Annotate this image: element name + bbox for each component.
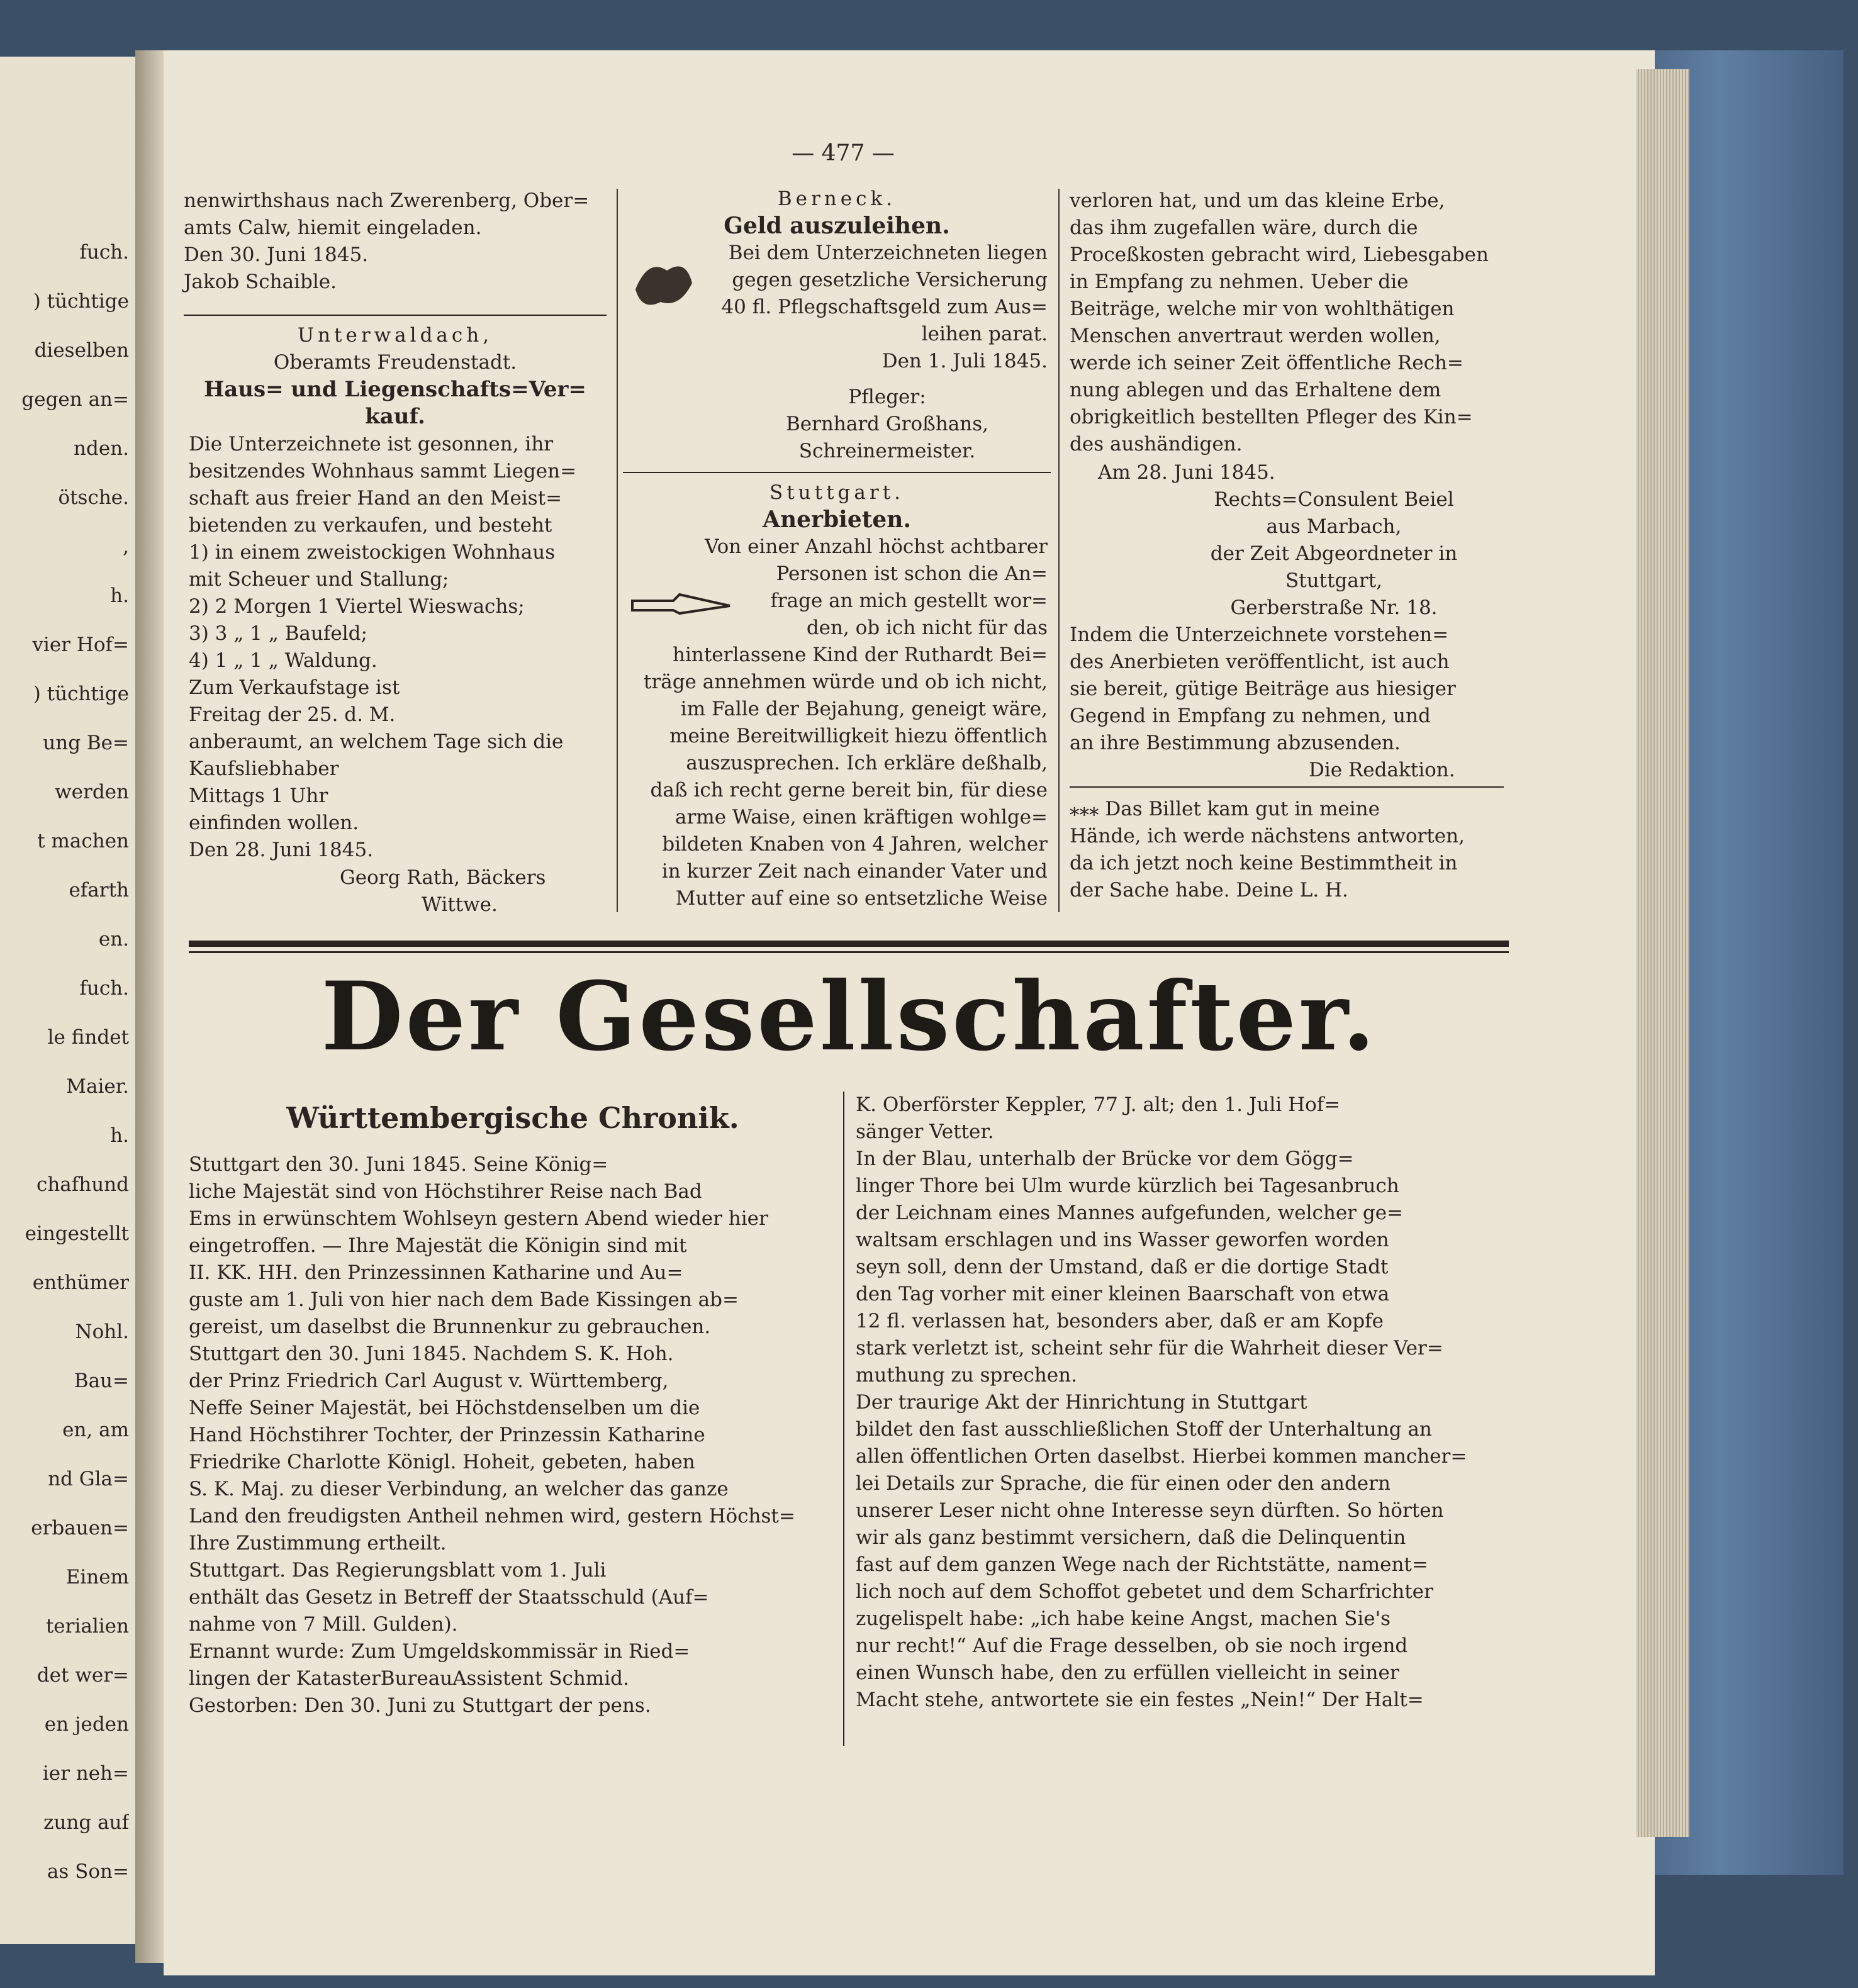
ad-line: 2) 2 Morgen 1 Viertel Wieswachs; (189, 595, 525, 618)
ad-line: Den 28. Juni 1845. (189, 839, 374, 861)
chronicle-line: K. Oberförster Keppler, 77 J. alt; den 1. Juli Hof= (856, 1093, 1341, 1116)
ad-line: Gegend in Empfang zu nehmen, und (1070, 705, 1431, 727)
ad-line: Zum Verkaufstage ist (189, 676, 400, 699)
left-page-fragment: Maier. (66, 1075, 129, 1098)
chronicle-line: Land den freudigsten Antheil nehmen wird, gestern Höchst= (189, 1505, 795, 1527)
chronicle-line: Stuttgart. Das Regierungsblatt vom 1. Juli (189, 1559, 607, 1582)
divider (623, 472, 1051, 473)
date: Am 28. Juni 1845. (1098, 461, 1275, 484)
chronicle-line: eingetroffen. — Ihre Majestät die Königin sind mit (189, 1234, 687, 1257)
ad-signature-line: der Zeit Abgeordneter in (1210, 542, 1458, 565)
chronicle-line: seyn soll, denn der Umstand, daß er die dortige Stadt (856, 1256, 1389, 1278)
left-page-fragment: le findet (47, 1026, 129, 1049)
left-page-fragment: dieselben (34, 339, 129, 362)
left-page-fragment: nden. (74, 437, 129, 460)
left-page-fragment: det wer= (36, 1664, 129, 1687)
chronicle-line: bildet den fast ausschließlichen Stoff der Unterhaltung an (856, 1418, 1432, 1441)
ad-line: Den 30. Juni 1845. (184, 243, 369, 266)
ad-line: leihen parat. (921, 323, 1048, 345)
left-page-fragment: enthümer (32, 1271, 129, 1294)
left-page-fragment: chafhund (36, 1173, 129, 1196)
left-page (0, 57, 139, 1944)
left-page-fragment: fuch. (79, 977, 129, 1000)
ad-line: mit Scheuer und Stallung; (189, 568, 449, 591)
chronicle-line: nur recht!“ Auf die Frage desselben, ob sie noch irgend (856, 1634, 1408, 1657)
ad-heading-geld: Geld auszuleihen. (724, 213, 950, 239)
ad-line: gegen gesetzliche Versicherung (732, 269, 1048, 291)
ad-line: 4) 1 „ 1 „ Waldung. (189, 649, 378, 672)
chronicle-line: gereist, um daselbst die Brunnenkur zu gebrauchen. (189, 1315, 711, 1338)
note-line: Hände, ich werde nächstens antworten, (1070, 825, 1465, 847)
chronicle-line: einen Wunsch habe, den zu erfüllen vielleicht in seiner (856, 1661, 1399, 1684)
ad-line: Jakob Schaible. (184, 271, 337, 293)
ad-line: sie bereit, gütige Beiträge aus hiesiger (1070, 678, 1456, 700)
masthead-rule-thin (189, 951, 1509, 953)
chronicle-line: Ihre Zustimmung ertheilt. (189, 1532, 447, 1555)
note-line: ⁎⁎⁎ Das Billet kam gut in meine (1070, 798, 1380, 820)
page-number: — 477 — (792, 140, 895, 166)
ad-heading: Haus= und Liegenschafts=Ver= (204, 377, 586, 402)
ad-line: Menschen anvertraut werden wollen, (1070, 325, 1441, 347)
ad-line: Proceßkosten gebracht wird, Liebesgaben (1070, 243, 1489, 266)
signature-redaktion: Die Redaktion. (1309, 759, 1455, 781)
ad-line: nenwirthshaus nach Zwerenberg, Ober= (184, 189, 590, 212)
ad-line: im Falle der Bejahung, geneigt wäre, (680, 698, 1048, 720)
ad-line: Freitag der 25. d. M. (189, 703, 396, 726)
ad-line: nung ablegen und das Erhaltene dem (1070, 379, 1441, 401)
left-page-fragment: ) tüchtige (33, 683, 129, 705)
ad-line: auszusprechen. Ich erkläre deßhalb, (686, 752, 1048, 774)
ad-line: Indem die Unterzeichnete vorstehen= (1070, 623, 1449, 646)
ad-signature-line: aus Marbach, (1266, 515, 1402, 538)
left-page-fragment: gegen an= (21, 388, 129, 411)
ad-line: Von einer Anzahl höchst achtbarer (705, 535, 1048, 558)
left-page-fragment: , (123, 535, 129, 558)
divider (1070, 786, 1504, 788)
chronicle-line: guste am 1. Juli von hier nach dem Bade Kissingen ab= (189, 1288, 739, 1311)
ad-signature-line: Rechts=Consulent Beiel (1214, 488, 1454, 511)
left-page-fragment: terialien (45, 1615, 129, 1638)
chronicle-line: linger Thore bei Ulm wurde kürzlich bei Tagesanbruch (856, 1175, 1399, 1197)
place-berneck: Berneck. (777, 187, 897, 210)
ad-line: 1) in einem zweistockigen Wohnhaus (189, 541, 556, 564)
ad-line: des Anerbieten veröffentlicht, ist auch (1070, 651, 1450, 673)
chronicle-line: lich noch auf dem Schoffot gebetet und dem Scharfrichter (856, 1580, 1433, 1603)
ad-line: Bei dem Unterzeichneten liegen (728, 242, 1048, 264)
left-page-fragment: h. (110, 584, 129, 607)
left-page-fragment: en jeden (44, 1713, 129, 1736)
ad-line: träge annehmen würde und ob ich nicht, (643, 671, 1048, 693)
note-line: der Sache habe. Deine L. H. (1070, 879, 1348, 902)
left-page-fragment: ) tüchtige (33, 290, 129, 313)
column-rule (843, 1092, 844, 1746)
ad-heading-2: kauf. (365, 404, 425, 429)
left-page-fragment: en. (98, 928, 129, 951)
chronicle-line: fast auf dem ganzen Wege nach der Richtstätte, nament= (856, 1553, 1428, 1576)
ad-line: Kaufsliebhaber (189, 757, 339, 780)
chronicle-line: Stuttgart den 30. Juni 1845. Nachdem S. K. Hoh. (189, 1343, 674, 1365)
chronicle-line: Hand Höchstihrer Tochter, der Prinzessin Katharine (189, 1424, 705, 1446)
ad-signature-line: Gerberstraße Nr. 18. (1230, 596, 1438, 619)
ad-line: in kurzer Zeit nach einander Vater und (661, 860, 1048, 883)
chronicle-line: S. K. Maj. zu dieser Verbindung, an welcher das ganze (189, 1478, 729, 1500)
left-page-fragment: as Son= (47, 1860, 129, 1883)
ad-signature-line: Bernhard Großhans, (785, 413, 988, 435)
ad-line: des aushändigen. (1070, 433, 1243, 455)
ad-signature-line: Pfleger: (848, 386, 926, 408)
ad-line: das ihm zugefallen wäre, durch die (1070, 216, 1418, 239)
chronicle-line: den Tag vorher mit einer kleinen Baarschaft von etwa (856, 1283, 1390, 1305)
left-page-fragment: erbauen= (31, 1517, 129, 1539)
page-edges (1636, 69, 1689, 1837)
district: Oberamts Freudenstadt. (273, 351, 517, 374)
chronicle-line: nahme von 7 Mill. Gulden). (189, 1613, 458, 1636)
ad-line: anberaumt, an welchem Tage sich die (189, 730, 564, 753)
ad-line: schaft aus freier Hand an den Meist= (189, 487, 562, 510)
signature-2: Wittwe. (422, 893, 498, 916)
chronicle-line: wir als ganz bestimmt versichern, daß die Delinquentin (856, 1526, 1406, 1549)
chronicle-line: waltsam erschlagen und ins Wasser geworfen worden (856, 1229, 1389, 1251)
note-line: da ich jetzt noch keine Bestimmtheit in (1070, 852, 1458, 874)
ad-line: in Empfang zu nehmen. Ueber die (1070, 271, 1409, 293)
left-page-fragment: zung auf (43, 1811, 129, 1834)
chronicle-line: der Prinz Friedrich Carl August v. Württemberg, (189, 1370, 669, 1392)
column-rule (1058, 189, 1060, 912)
chronicle-line: allen öffentlichen Orten daselbst. Hierbei kommen mancher= (856, 1445, 1467, 1468)
ad-line: bietenden zu verkaufen, und besteht (189, 514, 552, 537)
chronicle-line: lei Details zur Sprache, die für einen oder den andern (856, 1472, 1391, 1495)
chronicle-line: stark verletzt ist, scheint sehr für die Wahrheit dieser Ver= (856, 1337, 1443, 1360)
ad-line: frage an mich gestellt wor= (770, 589, 1048, 612)
left-page-fragment: ötsche. (58, 486, 129, 509)
chronicle-line: II. KK. HH. den Prinzessinnen Katharine und Au= (189, 1261, 683, 1284)
left-page-fragment: Nohl. (75, 1321, 129, 1343)
ad-line: Personen ist schon die An= (776, 562, 1048, 585)
column-rule (617, 189, 618, 912)
chronicle-line: Ems in erwünschtem Wohlseyn gestern Abend wieder hier (189, 1207, 768, 1230)
chronicle-line: 12 fl. verlassen hat, besonders aber, daß er am Kopfe (856, 1310, 1384, 1332)
left-page-fragment: nd Gla= (48, 1468, 129, 1490)
chronicle-line: Ernannt wurde: Zum Umgeldskommissär in Ried= (189, 1640, 690, 1663)
chronicle-line: Stuttgart den 30. Juni 1845. Seine König= (189, 1153, 608, 1176)
ad-signature-line: Stuttgart, (1285, 569, 1383, 592)
ad-line: besitzendes Wohnhaus sammt Liegen= (189, 460, 577, 483)
chronicle-line: muthung zu sprechen. (856, 1364, 1077, 1387)
chronicle-line: Der traurige Akt der Hinrichtung in Stuttgart (856, 1391, 1307, 1414)
chronicle-line: der Leichnam eines Mannes aufgefunden, welcher ge= (856, 1202, 1404, 1224)
chronicle-heading: Württembergische Chronik. (286, 1101, 739, 1135)
chronicle-line: In der Blau, unterhalb der Brücke vor dem Gögg= (856, 1148, 1354, 1170)
ad-line: Mutter auf eine so entsetzliche Weise (675, 887, 1048, 910)
chronicle-line: Gestorben: Den 30. Juni zu Stuttgart der pens. (189, 1694, 651, 1717)
ad-line: 3) 3 „ 1 „ Baufeld; (189, 622, 367, 645)
ad-line: Mittags 1 Uhr (189, 785, 328, 807)
chronicle-line: zugelispelt habe: „ich habe keine Angst, machen Sie's (856, 1607, 1391, 1630)
ad-line: an ihre Bestimmung abzusenden. (1070, 732, 1401, 754)
ad-line: den, ob ich nicht für das (806, 617, 1048, 639)
ad-signature-line: Schreinermeister. (798, 440, 976, 462)
divider (184, 315, 607, 316)
chronicle-line: sänger Vetter. (856, 1120, 994, 1143)
ad-line: Beiträge, welche mir von wohlthätigen (1070, 298, 1455, 320)
ad-heading-anerbieten: Anerbieten. (763, 506, 911, 533)
left-page-fragment: Bau= (74, 1370, 129, 1392)
left-page-fragment: ier neh= (42, 1762, 129, 1785)
chronicle-line: Friedrike Charlotte Königl. Hoheit, gebeten, haben (189, 1451, 695, 1473)
ad-line: amts Calw, hiemit eingeladen. (184, 216, 482, 239)
left-page-fragment: ung Be= (43, 732, 129, 754)
ad-line: verloren hat, und um das kleine Erbe, (1070, 189, 1445, 212)
ad-line: Die Unterzeichnete ist gesonnen, ihr (189, 433, 554, 455)
chronicle-line: unserer Leser nicht ohne Interesse seyn dürften. So hörten (856, 1499, 1444, 1522)
ad-line: bildeten Knaben von 4 Jahren, welcher (662, 833, 1048, 856)
left-page-fragment: Einem (65, 1566, 129, 1589)
left-page-fragment: fuch. (79, 241, 129, 264)
signature: Georg Rath, Bäckers (340, 866, 546, 889)
left-page-fragment: h. (110, 1124, 129, 1147)
left-page-fragment: efarth (69, 879, 129, 902)
ad-line: arme Waise, einen kräftigen wohlge= (675, 806, 1048, 829)
left-page-fragment: werden (55, 781, 129, 803)
masthead-title: Der Gesellschafter. (321, 961, 1378, 1072)
ad-line: werde ich seiner Zeit öffentliche Rech= (1070, 352, 1463, 374)
ad-line: Den 1. Juli 1845. (881, 350, 1048, 372)
place-unterwaldach: Unterwaldach, (297, 324, 493, 347)
left-page-fragment: vier Hof= (32, 634, 129, 656)
ad-line: meine Bereitwilligkeit hiezu öffentlich (669, 725, 1048, 747)
ad-line: einfinden wollen. (189, 812, 359, 834)
ad-line: hinterlassene Kind der Ruthardt Bei= (673, 644, 1048, 666)
left-page-fragment: eingestellt (25, 1222, 129, 1245)
chronicle-line: enthält das Gesetz in Betreff der Staatsschuld (Auf= (189, 1586, 709, 1609)
chronicle-line: liche Majestät sind von Höchstihrer Reise nach Bad (189, 1180, 702, 1203)
ad-line: daß ich recht gerne bereit bin, für diese (650, 779, 1048, 801)
chronicle-line: Macht stehe, antwortete sie ein festes „Nein!“ Der Halt= (856, 1689, 1424, 1711)
left-page-fragment: en, am (62, 1419, 129, 1441)
masthead-rule (189, 941, 1509, 947)
chronicle-line: lingen der KatasterBureauAssistent Schmid. (189, 1667, 629, 1690)
place-stuttgart: Stuttgart. (769, 481, 905, 504)
ad-line: obrigkeitlich bestellten Pfleger des Kin= (1070, 406, 1473, 428)
chronicle-line: Neffe Seiner Majestät, bei Höchstdenselben um die (189, 1397, 700, 1419)
ad-line: 40 fl. Pflegschaftsgeld zum Aus= (721, 296, 1048, 318)
left-page-fragment: t machen (37, 830, 129, 852)
